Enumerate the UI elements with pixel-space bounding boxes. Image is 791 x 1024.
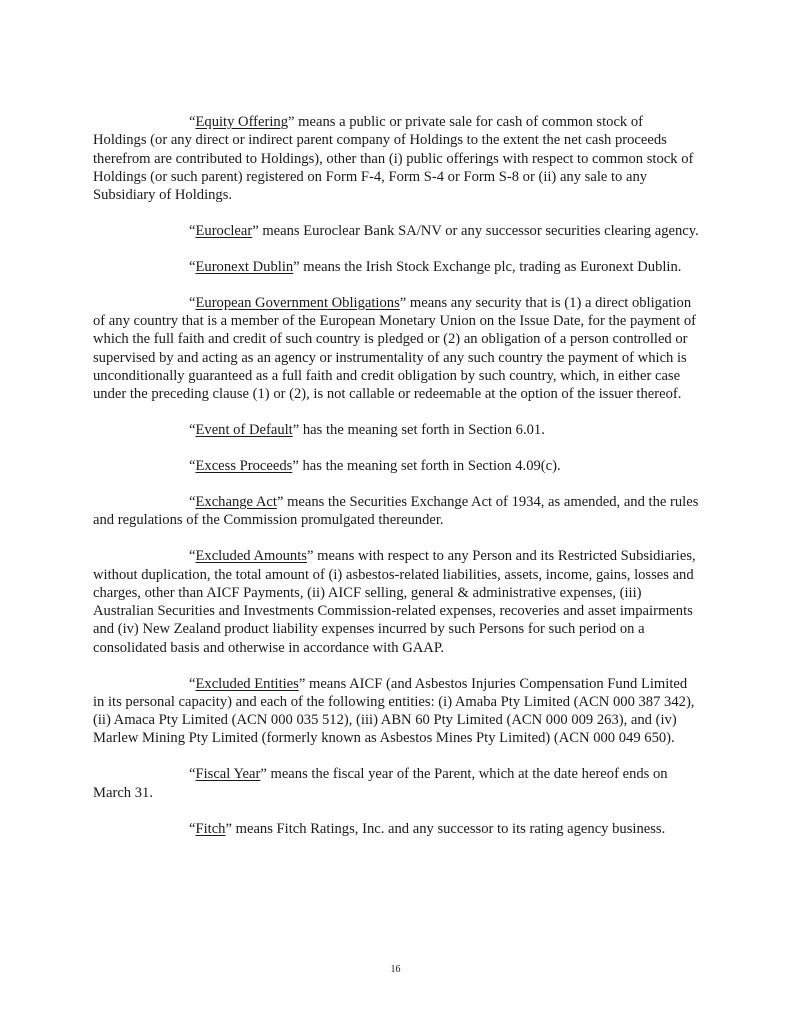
page-number: 16: [390, 964, 401, 975]
open-quote: “: [189, 458, 196, 475]
open-quote: “: [189, 548, 196, 565]
open-quote: “: [189, 766, 196, 783]
defined-term: European Government Obligations: [195, 294, 400, 311]
definition-text: ” has the meaning set forth in Section 6.01.: [292, 422, 545, 439]
definition-text: ” means with respect to any Person and its Restricted Subsidiaries, without duplication, the total amount of (i) asbestos-related liabilities, assets, income, gains, losses and charges, other than AICF Payments, (ii) AICF selling, general & administrative expenses, (iii) Australian Securities and Investments Commission-related expenses, recoveries and asset impairments and (iv) New Zealand product liability expenses incurred by such Persons for such period on a consolidated basis and otherwise in accordance with GAAP.: [93, 548, 696, 656]
defined-term: Fitch: [195, 820, 226, 837]
definition-text: ” means Fitch Ratings, Inc. and any successor to its rating agency business.: [225, 820, 666, 837]
definition-text: ” means AICF (and Asbestos Injuries Compensation Fund Limited in its personal capacity) and each of the following entities: (i) Amaba Pty Limited (ACN 000 387 342), (ii) Amaca Pty Limited (ACN 000 035 512), (iii) ABN 60 Pty Limited (ACN 000 009 263), and (iv) Marlew Mining Pty Limited (formerly known as Asbestos Mines Pty Limited) (ACN 000 049 650).: [93, 675, 695, 747]
open-quote: “: [189, 258, 196, 275]
open-quote: “: [189, 294, 196, 311]
definition-event-of-default: [93, 421, 699, 439]
definition-euroclear: [93, 222, 699, 240]
definition-text: ” has the meaning set forth in Section 4.09(c).: [292, 458, 561, 475]
defined-term: Euroclear: [195, 223, 253, 240]
open-quote: “: [189, 675, 196, 692]
definition-exchange-act: [93, 493, 699, 530]
defined-term: Exchange Act: [195, 494, 277, 511]
definition-text: ” means Euroclear Bank SA/NV or any successor securities clearing agency.: [252, 223, 699, 240]
open-quote: “: [189, 114, 196, 130]
defined-term: Euronext Dublin: [195, 258, 294, 275]
definition-excluded-amounts: [93, 547, 699, 657]
defined-term: Excess Proceeds: [195, 458, 293, 475]
definition-equity-offering: [93, 113, 699, 204]
defined-term: Excluded Entities: [195, 675, 299, 692]
open-quote: “: [189, 494, 196, 511]
definition-excluded-entities: [93, 675, 699, 748]
definition-fitch: [93, 820, 699, 838]
document-page: [93, 113, 699, 855]
open-quote: “: [189, 820, 196, 837]
defined-term: Fiscal Year: [195, 766, 261, 783]
definition-text: ” means any security that is (1) a direct obligation of any country that is a member of the European Monetary Union on the Issue Date, for the payment of which the full faith and credit of such country is pledged or (2) an obligation of a person controlled or supervised by and acting as an agency or instrumentality of any such country the payment of which is unconditionally guaranteed as a full faith and credit obligation by such country, which, in either case under the preceding clause (1) or (2), is not callable or redeemable at the option of the issuer thereof.: [93, 294, 697, 403]
defined-term: Excluded Amounts: [195, 548, 307, 565]
definition-excess-proceeds: [93, 457, 699, 475]
definition-euronext-dublin: [93, 258, 699, 276]
defined-term: Equity Offering: [195, 114, 289, 130]
definition-text: ” means a public or private sale for cash of common stock of Holdings (or any direct or indirect parent company of Holdings to the extent the net cash proceeds therefrom are contributed to Holdings), other than (i) public offerings with respect to common stock of Holdings (or such parent) registered on Form F-4, Form S-4 or Form S-8 or (ii) any sale to any Subsidiary of Holdings.: [93, 114, 694, 204]
defined-term: Event of Default: [195, 422, 293, 439]
definition-fiscal-year: [93, 765, 699, 802]
open-quote: “: [189, 223, 196, 240]
definition-text: ” means the Irish Stock Exchange plc, trading as Euronext Dublin.: [293, 258, 682, 275]
open-quote: “: [189, 422, 196, 439]
definition-european-government-obligations: [93, 294, 699, 404]
definition-text: ” means the fiscal year of the Parent, which at the date hereof ends on March 31.: [93, 766, 668, 801]
definition-text: ” means the Securities Exchange Act of 1934, as amended, and the rules and regulations of the Commission promulgated thereunder.: [93, 494, 699, 529]
